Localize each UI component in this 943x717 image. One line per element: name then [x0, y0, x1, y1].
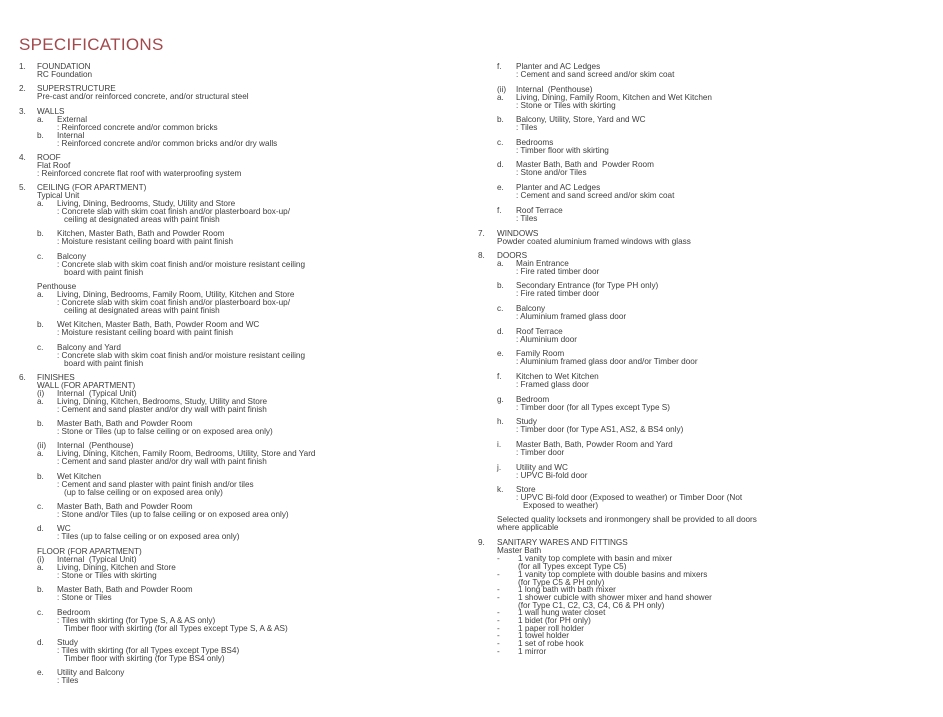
spec-line: : Stone and/or Tiles (up to false ceiling or on exposed area only): [57, 510, 289, 519]
spec-line: (up to false ceiling or on exposed area only): [64, 488, 223, 497]
spec-line: : Timber floor with skirting: [516, 146, 609, 155]
spec-line: 5.: [19, 183, 26, 192]
spec-line: ROOF: [37, 153, 61, 162]
spec-line: : Moisture resistant ceiling board with paint finish: [57, 237, 234, 246]
spec-line: Typical Unit: [37, 191, 80, 200]
spec-line: a.: [37, 397, 44, 406]
spec-line: -: [497, 593, 500, 602]
spec-line: a.: [37, 115, 44, 124]
spec-line: : Tiles with skirting (for all Types except Type BS4): [57, 646, 240, 655]
spec-line: Internal (Penthouse): [516, 85, 593, 94]
spec-line: d.: [37, 524, 44, 533]
spec-line: -: [497, 570, 500, 579]
spec-line: 2.: [19, 84, 26, 93]
spec-line: Master Bath: [497, 546, 542, 555]
spec-line: : Fire rated timber door: [516, 267, 600, 276]
spec-line: Timber floor with skirting (for Type BS4 only): [64, 654, 225, 663]
spec-line: Main Entrance: [516, 259, 569, 268]
spec-line: e.: [37, 668, 44, 677]
spec-line: (ii): [37, 441, 47, 450]
spec-line: : Tiles: [516, 214, 538, 223]
spec-line: Kitchen, Master Bath, Bath and Powder Room: [57, 229, 225, 238]
spec-line: b.: [37, 229, 44, 238]
spec-line: Utility and Balcony: [57, 668, 125, 677]
spec-line: : UPVC Bi-fold door: [516, 471, 588, 480]
spec-line: : Reinforced concrete and/or common bricks: [57, 123, 218, 132]
spec-line: Bedroom: [57, 608, 91, 617]
spec-line: 7.: [478, 229, 485, 238]
spec-line: : Fire rated timber door: [516, 289, 600, 298]
spec-line: 4.: [19, 153, 26, 162]
spec-line: : Stone and/or Tiles: [516, 168, 587, 177]
spec-line: 8.: [478, 251, 485, 260]
spec-line: 9.: [478, 538, 485, 547]
spec-line: a.: [37, 563, 44, 572]
spec-line: FLOOR (FOR APARTMENT): [37, 547, 142, 556]
spec-line: FOUNDATION: [37, 62, 91, 71]
spec-line: WC: [57, 524, 71, 533]
spec-line: Internal (Typical Unit): [57, 555, 137, 564]
spec-line: b.: [497, 115, 504, 124]
spec-line: f.: [497, 62, 502, 71]
spec-line: : Cement and sand plaster and/or dry wall with paint finish: [57, 405, 267, 414]
spec-line: Internal: [57, 131, 85, 140]
spec-line: e.: [497, 349, 504, 358]
spec-line: 1 long bath with bath mixer: [518, 585, 616, 594]
spec-line: FINISHES: [37, 373, 75, 382]
spec-line: b.: [37, 472, 44, 481]
spec-line: Wet Kitchen, Master Bath, Bath, Powder Room and WC: [57, 320, 260, 329]
spec-line: j.: [497, 463, 502, 472]
spec-line: : Tiles: [57, 676, 79, 685]
spec-line: : Aluminium door: [516, 335, 577, 344]
spec-line: Master Bath, Bath, Powder Room and Yard: [516, 440, 673, 449]
spec-line: board with paint finish: [64, 359, 144, 368]
spec-line: : Tiles with skirting (for Type S, A & AS only): [57, 616, 216, 625]
spec-line: Utility and WC: [516, 463, 568, 472]
spec-line: : UPVC Bi-fold door (Exposed to weather) or Timber Door (Not: [516, 493, 743, 502]
spec-line: a.: [37, 449, 44, 458]
spec-line: e.: [497, 183, 504, 192]
spec-line: RC Foundation: [37, 70, 93, 79]
spec-line: : Cement and sand plaster and/or dry wall with paint finish: [57, 457, 267, 466]
spec-line: d.: [497, 327, 504, 336]
spec-line: : Cement and sand plaster with paint finish and/or tiles: [57, 480, 254, 489]
spec-line: a.: [497, 93, 504, 102]
spec-line: : Aluminium framed glass door and/or Timber door: [516, 357, 698, 366]
spec-line: c.: [37, 343, 44, 352]
spec-line: Living, Dining, Family Room, Kitchen and Wet Kitchen: [516, 93, 712, 102]
spec-line: Master Bath, Bath and Powder Room: [57, 585, 193, 594]
spec-line: (ii): [497, 85, 507, 94]
spec-line: (for Type C5 & PH only): [518, 578, 605, 587]
spec-line: -: [497, 554, 500, 563]
spec-line: 1 bidet (for PH only): [518, 616, 591, 625]
spec-line: CEILING (FOR APARTMENT): [37, 183, 147, 192]
spec-line: Master Bath, Bath and Powder Room: [57, 419, 193, 428]
spec-line: Balcony, Utility, Store, Yard and WC: [516, 115, 646, 124]
spec-line: i.: [497, 440, 502, 449]
spec-line: DOORS: [497, 251, 528, 260]
spec-line: d.: [497, 160, 504, 169]
spec-line: Powder coated aluminium framed windows with glass: [497, 237, 691, 246]
spec-line: Planter and AC Ledges: [516, 62, 601, 71]
spec-line: b.: [37, 585, 44, 594]
spec-line: Store: [516, 485, 536, 494]
spec-line: -: [497, 631, 500, 640]
spec-line: c.: [37, 608, 44, 617]
spec-line: Kitchen to Wet Kitchen: [516, 372, 599, 381]
spec-line: b.: [37, 320, 44, 329]
spec-line: 1 set of robe hook: [518, 639, 584, 648]
spec-line: b.: [37, 419, 44, 428]
spec-line: Bedroom: [516, 395, 550, 404]
spec-line: : Stone or Tiles: [57, 593, 112, 602]
spec-line: : Aluminium framed glass door: [516, 312, 627, 321]
spec-line: Balcony: [516, 304, 546, 313]
spec-line: Living, Dining, Kitchen, Family Room, Bedrooms, Utility, Store and Yard: [57, 449, 316, 458]
spec-line: Living, Dining, Bedrooms, Study, Utility and Store: [57, 199, 236, 208]
spec-line: 1 shower cubicle with shower mixer and hand shower: [518, 593, 712, 602]
spec-line: -: [497, 616, 500, 625]
spec-line: -: [497, 585, 500, 594]
spec-line: 1 wall hung water closet: [518, 608, 606, 617]
spec-line: SUPERSTRUCTURE: [37, 84, 116, 93]
spec-line: (i): [37, 555, 45, 564]
spec-line: a.: [37, 199, 44, 208]
spec-line: 1.: [19, 62, 26, 71]
spec-line: (i): [37, 389, 45, 398]
spec-line: where applicable: [497, 523, 559, 532]
spec-line: : Cement and sand screed and/or skim coat: [516, 70, 675, 79]
spec-line: Planter and AC Ledges: [516, 183, 601, 192]
spec-line: Flat Roof: [37, 161, 71, 170]
spec-line: g.: [497, 395, 504, 404]
spec-line: Selected quality locksets and ironmongery shall be provided to all doors: [497, 515, 757, 524]
spec-line: -: [497, 647, 500, 656]
spec-line: : Concrete slab with skim coat finish and/or moisture resistant ceiling: [57, 351, 306, 360]
spec-line: : Concrete slab with skim coat finish and/or moisture resistant ceiling: [57, 260, 306, 269]
spec-line: Master Bath, Bath and Powder Room: [516, 160, 654, 169]
spec-line: Internal (Penthouse): [57, 441, 134, 450]
spec-line: SANITARY WARES AND FITTINGS: [497, 538, 628, 547]
spec-line: ceiling at designated areas with paint finish: [64, 215, 220, 224]
spec-line: Study: [57, 638, 78, 647]
spec-line: Exposed to weather): [523, 501, 599, 510]
spec-line: Living, Dining, Kitchen, Bedrooms, Study, Utility and Store: [57, 397, 268, 406]
spec-line: Pre-cast and/or reinforced concrete, and/or structural steel: [37, 92, 249, 101]
spec-line: c.: [497, 304, 504, 313]
spec-line: a.: [37, 290, 44, 299]
spec-line: (for Type C1, C2, C3, C4, C6 & PH only): [518, 601, 665, 610]
spec-line: c.: [497, 138, 504, 147]
page-title: SPECIFICATIONS: [19, 35, 164, 54]
spec-line: d.: [37, 638, 44, 647]
spec-line: : Stone or Tiles (up to false ceiling or on exposed area only): [57, 427, 273, 436]
spec-line: : Timber door: [516, 448, 565, 457]
spec-line: Roof Terrace: [516, 327, 563, 336]
spec-line: External: [57, 115, 88, 124]
spec-line: Internal (Typical Unit): [57, 389, 137, 398]
spec-line: 6.: [19, 373, 26, 382]
spec-line: Roof Terrace: [516, 206, 563, 215]
spec-line: : Timber door (for Type AS1, AS2, & BS4 only): [516, 425, 684, 434]
spec-line: (for all Types except Type C5): [518, 562, 627, 571]
spec-line: : Tiles (up to false ceiling or on exposed area only): [57, 532, 240, 541]
spec-line: 1 vanity top complete with basin and mixer: [518, 554, 673, 563]
spec-line: Wet Kitchen: [57, 472, 101, 481]
spec-line: Penthouse: [37, 282, 77, 291]
spec-line: b.: [497, 281, 504, 290]
spec-line: : Stone or Tiles with skirting: [57, 571, 157, 580]
spec-line: : Concrete slab with skim coat finish and/or plasterboard box-up/: [57, 207, 291, 216]
spec-line: a.: [497, 259, 504, 268]
spec-line: c.: [37, 252, 44, 261]
spec-line: 1 mirror: [518, 647, 547, 656]
spec-line: 1 vanity top complete with double basins and mixers: [518, 570, 708, 579]
spec-line: : Concrete slab with skim coat finish and/or plasterboard box-up/: [57, 298, 291, 307]
spec-line: b.: [37, 131, 44, 140]
spec-line: h.: [497, 417, 504, 426]
spec-line: WINDOWS: [497, 229, 539, 238]
spec-line: Family Room: [516, 349, 565, 358]
spec-line: WALLS: [37, 107, 65, 116]
spec-line: : Tiles: [516, 123, 538, 132]
spec-line: Timber floor with skirting (for all Types except Type S, A & AS): [64, 624, 288, 633]
spec-line: 1 towel holder: [518, 631, 569, 640]
spec-line: ceiling at designated areas with paint finish: [64, 306, 220, 315]
spec-line: Balcony: [57, 252, 87, 261]
spec-line: : Cement and sand screed and/or skim coat: [516, 191, 675, 200]
spec-line: c.: [37, 502, 44, 511]
spec-line: board with paint finish: [64, 268, 144, 277]
spec-line: k.: [497, 485, 504, 494]
spec-line: -: [497, 624, 500, 633]
spec-line: 3.: [19, 107, 26, 116]
spec-line: Living, Dining, Kitchen and Store: [57, 563, 176, 572]
spec-line: -: [497, 639, 500, 648]
spec-line: : Moisture resistant ceiling board with paint finish: [57, 328, 234, 337]
spec-line: Study: [516, 417, 537, 426]
spec-line: Living, Dining, Bedrooms, Family Room, Utility, Kitchen and Store: [57, 290, 295, 299]
spec-line: WALL (FOR APARTMENT): [37, 381, 136, 390]
spec-line: f.: [497, 372, 502, 381]
spec-line: : Timber door (for all Types except Type S): [516, 403, 670, 412]
spec-line: : Reinforced concrete and/or common bricks and/or dry walls: [57, 139, 278, 148]
spec-line: f.: [497, 206, 502, 215]
spec-line: Balcony and Yard: [57, 343, 121, 352]
spec-line: Bedrooms: [516, 138, 554, 147]
spec-line: : Reinforced concrete flat roof with waterproofing system: [37, 169, 242, 178]
spec-line: : Stone or Tiles with skirting: [516, 101, 616, 110]
spec-line: : Framed glass door: [516, 380, 589, 389]
spec-line: 1 paper roll holder: [518, 624, 584, 633]
spec-line: Secondary Entrance (for Type PH only): [516, 281, 659, 290]
spec-line: -: [497, 608, 500, 617]
spec-line: Master Bath, Bath and Powder Room: [57, 502, 193, 511]
